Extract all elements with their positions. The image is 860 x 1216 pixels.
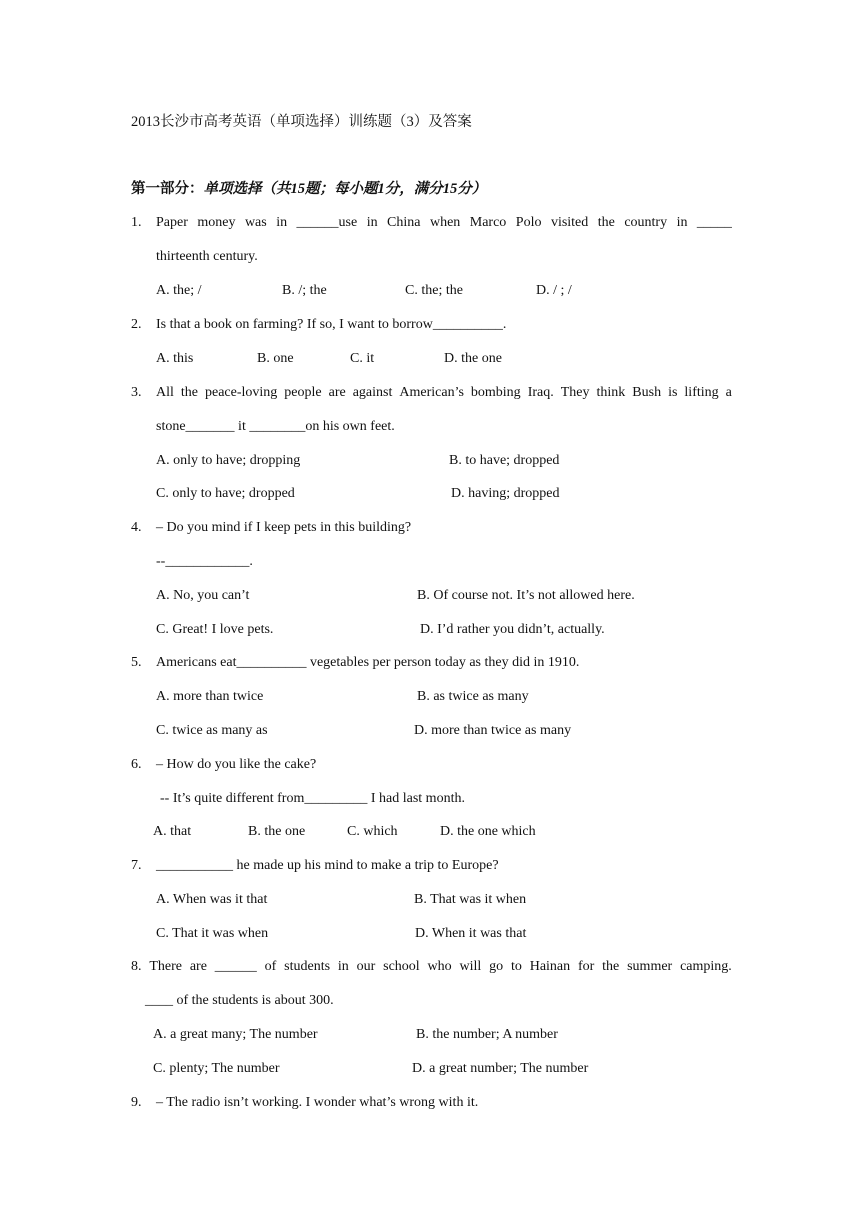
question-stem-continued: thirteenth century. bbox=[156, 249, 258, 264]
stem-word: go bbox=[489, 959, 504, 974]
option-b: B. Of course not. It’s not allowed here. bbox=[417, 588, 635, 603]
stem-word: peace-loving bbox=[205, 385, 278, 400]
option-c: C. plenty; The number bbox=[153, 1061, 280, 1076]
stem-word: was bbox=[244, 215, 267, 230]
stem-word: of bbox=[264, 959, 277, 974]
stem-word: are bbox=[328, 385, 346, 400]
option-a: A. No, you can’t bbox=[156, 588, 250, 603]
stem-word: will bbox=[459, 959, 482, 974]
option-a: A. only to have; dropping bbox=[156, 453, 301, 468]
option-d: D. / ; / bbox=[536, 283, 572, 298]
stem-word: for bbox=[577, 959, 595, 974]
option-d: D. the one bbox=[444, 351, 502, 366]
stem-word: when bbox=[429, 215, 461, 230]
stem-word: Marco bbox=[469, 215, 507, 230]
question-stem: – Do you mind if I keep pets in this building? bbox=[156, 520, 412, 535]
option-c: C. twice as many as bbox=[156, 723, 268, 738]
option-a: A. a great many; The number bbox=[153, 1027, 318, 1042]
option-a: A. this bbox=[156, 351, 194, 366]
question-stem: Americans eat__________ vegetables per person today as they did in 1910. bbox=[156, 655, 580, 670]
stem-word: people bbox=[284, 385, 322, 400]
option-c: C. which bbox=[347, 824, 398, 839]
question-number: 6. bbox=[131, 757, 142, 772]
question-number: 2. bbox=[131, 317, 142, 332]
question-stem: Is that a book on farming? If so, I want to borrow__________. bbox=[156, 317, 507, 332]
stem-word: Hainan bbox=[529, 959, 571, 974]
stem-word: visited bbox=[550, 215, 589, 230]
option-c: C. That it was when bbox=[156, 926, 269, 941]
option-a: A. that bbox=[153, 824, 192, 839]
stem-word: Bush bbox=[632, 385, 662, 400]
stem-word: school bbox=[383, 959, 420, 974]
stem-word: is bbox=[668, 385, 678, 400]
stem-word: against bbox=[352, 385, 393, 400]
stem-word: in bbox=[337, 959, 349, 974]
stem-word: to bbox=[510, 959, 522, 974]
option-d: D. more than twice as many bbox=[414, 723, 572, 738]
stem-word: our bbox=[356, 959, 376, 974]
option-a: A. When was it that bbox=[156, 892, 268, 907]
stem-word: the bbox=[180, 385, 198, 400]
option-b: B. the one bbox=[248, 824, 306, 839]
stem-word: the bbox=[597, 215, 615, 230]
stem-word: Polo bbox=[515, 215, 542, 230]
option-a: A. the; / bbox=[156, 283, 202, 298]
question-number: 9. bbox=[131, 1095, 142, 1110]
stem-word: camping. bbox=[680, 959, 732, 974]
option-c: C. Great! I love pets. bbox=[156, 622, 274, 637]
section-lead: 第一部分： bbox=[131, 181, 204, 197]
stem-word: lifting bbox=[684, 385, 719, 400]
question-stem bbox=[156, 214, 732, 232]
section-title: 单项选择（共15题；每小题1分，满分15分） bbox=[203, 181, 487, 197]
stem-word: ______use bbox=[296, 215, 358, 230]
stem-word: in bbox=[676, 215, 688, 230]
question-stem-continued: stone_______ it ________on his own feet. bbox=[156, 419, 395, 434]
stem-word: think bbox=[596, 385, 626, 400]
stem-word: who bbox=[427, 959, 452, 974]
stem-word: money bbox=[197, 215, 236, 230]
stem-word: American’s bbox=[399, 385, 464, 400]
option-b: B. to have; dropped bbox=[449, 453, 560, 468]
stem-word: country bbox=[624, 215, 668, 230]
option-b: B. the number; A number bbox=[416, 1027, 558, 1042]
question-stem: ___________ he made up his mind to make a trip to Europe? bbox=[156, 858, 499, 873]
stem-word: Paper bbox=[156, 215, 188, 230]
stem-word: 8. bbox=[131, 959, 142, 974]
option-b: B. That was it when bbox=[414, 892, 527, 907]
stem-word: a bbox=[725, 385, 732, 400]
question-number: 7. bbox=[131, 858, 142, 873]
question-stem bbox=[156, 384, 732, 402]
question-reply: -- It’s quite different from_________ I had last month. bbox=[160, 791, 465, 806]
option-d: D. a great number; The number bbox=[412, 1061, 589, 1076]
question-reply: --____________. bbox=[156, 554, 253, 569]
stem-word: students bbox=[284, 959, 331, 974]
question-number: 5. bbox=[131, 655, 142, 670]
option-c: C. the; the bbox=[405, 283, 463, 298]
option-a: A. more than twice bbox=[156, 689, 264, 704]
option-d: D. When it was that bbox=[415, 926, 527, 941]
question-stem: – The radio isn’t working. I wonder what’s wrong with it. bbox=[156, 1095, 479, 1110]
question-number: 1. bbox=[131, 215, 142, 230]
option-b: B. as twice as many bbox=[417, 689, 529, 704]
stem-word: ______ bbox=[214, 959, 257, 974]
question-number: 4. bbox=[131, 520, 142, 535]
stem-word: are bbox=[189, 959, 207, 974]
document-title: 2013长沙市高考英语（单项选择）训练题（3）及答案 bbox=[131, 114, 472, 130]
stem-word: All bbox=[156, 385, 174, 400]
stem-word: China bbox=[387, 215, 421, 230]
stem-word: summer bbox=[627, 959, 673, 974]
option-d: D. having; dropped bbox=[451, 486, 560, 501]
stem-word: They bbox=[560, 385, 590, 400]
question-stem bbox=[131, 958, 732, 976]
option-c: C. only to have; dropped bbox=[156, 486, 295, 501]
option-b: B. /; the bbox=[282, 283, 327, 298]
stem-word: Iraq. bbox=[527, 385, 554, 400]
stem-word: _____ bbox=[696, 215, 732, 230]
question-number: 3. bbox=[131, 385, 142, 400]
option-c: C. it bbox=[350, 351, 375, 366]
section-heading bbox=[131, 180, 486, 198]
question-stem-continued: ____ of the students is about 300. bbox=[145, 993, 334, 1008]
question-stem: – How do you like the cake? bbox=[156, 757, 317, 772]
option-d: D. the one which bbox=[440, 824, 536, 839]
stem-word: bombing bbox=[470, 385, 521, 400]
option-b: B. one bbox=[257, 351, 294, 366]
stem-word: in bbox=[276, 215, 288, 230]
stem-word: the bbox=[602, 959, 620, 974]
stem-word: There bbox=[149, 959, 182, 974]
option-d: D. I’d rather you didn’t, actually. bbox=[420, 622, 605, 637]
stem-word: in bbox=[366, 215, 378, 230]
